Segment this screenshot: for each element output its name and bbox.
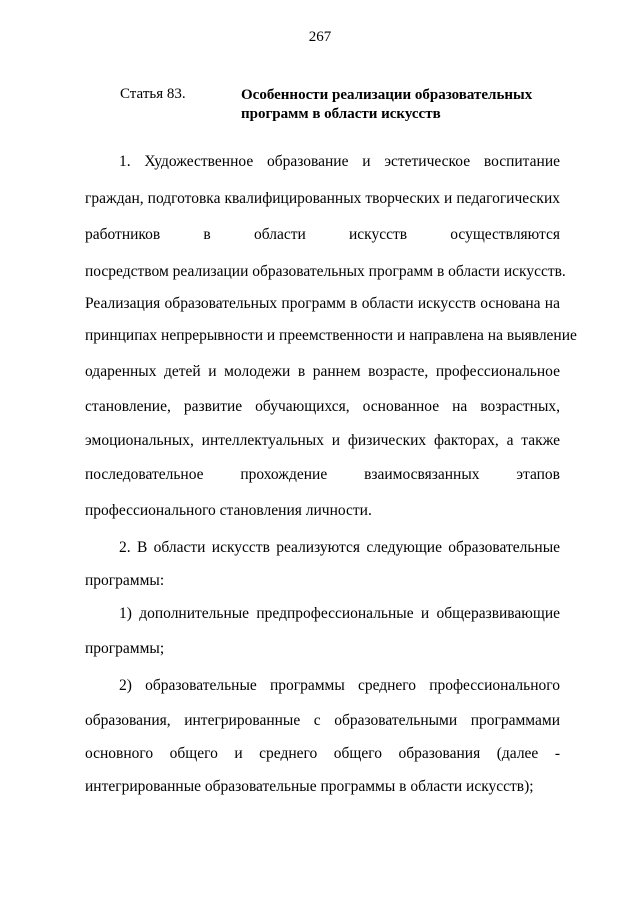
text-line: Реализация образовательных программ в области искусств основана на — [85, 295, 560, 312]
text-line: основного общего и среднего общего образования (далее - — [85, 745, 560, 762]
text-line: программы; — [85, 640, 165, 657]
text-line: одаренных детей и молодежи в раннем возрасте, профессиональное — [85, 363, 560, 380]
text-line: 2) образовательные программы среднего профессионального — [119, 677, 560, 694]
text-line: эмоциональных, интеллектуальных и физических факторах, а также — [85, 432, 560, 449]
text-line: становление, развитие обучающихся, основанное на возрастных, — [85, 398, 560, 415]
text-line: образования, интегрированные с образовательными программами — [85, 712, 560, 729]
text-line: программы: — [85, 572, 165, 589]
text-line: 1. Художественное образование и эстетическое воспитание — [119, 153, 560, 170]
article-label: Статья 83. — [120, 86, 186, 102]
article-title: Особенности реализации образовательных программ в области искусств — [241, 87, 533, 122]
text-line: граждан, подготовка квалифицированных творческих и педагогических — [85, 190, 560, 207]
text-line: интегрированные образовательные программы в области искусств); — [85, 778, 534, 795]
text-line: принципах непрерывности и преемственности и направлена на выявление — [85, 327, 577, 344]
text-line: 2. В области искусств реализуются следующие образовательные — [119, 539, 560, 556]
page-number: 267 — [308, 29, 332, 45]
text-line: профессионального становления личности. — [85, 502, 372, 519]
text-line: 1) дополнительные предпрофессиональные и общеразвивающие — [119, 605, 560, 622]
text-line: посредством реализации образовательных программ в области искусств. — [85, 263, 566, 280]
text-line: работников в области искусств осуществляются — [85, 226, 560, 243]
text-line: последовательное прохождение взаимосвязанных этапов — [85, 466, 560, 483]
